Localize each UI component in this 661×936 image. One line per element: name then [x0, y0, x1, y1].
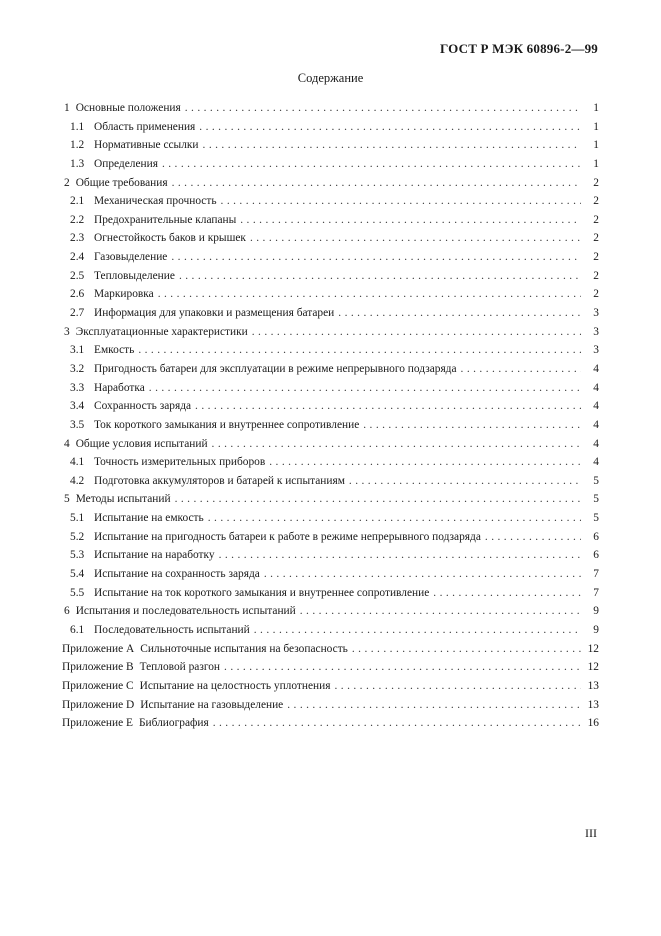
toc-entry-page: 9 — [593, 623, 599, 636]
toc-entry[interactable] — [62, 229, 599, 248]
toc-entry-title: Испытание на газовыделение — [140, 698, 284, 711]
toc-entry-number: Приложение В — [62, 661, 134, 674]
toc-entry-title: Испытание на наработку — [94, 549, 215, 562]
toc-entry[interactable] — [62, 397, 599, 416]
toc-entry-number: 1.3 — [70, 157, 85, 170]
toc-entry-page: 1 — [593, 102, 599, 114]
toc-entry-number: 5.1 — [70, 512, 85, 525]
toc-entry-number: 1 — [64, 102, 70, 114]
toc-entry-title: Подготовка аккумуляторов и батарей к испытаниям — [94, 474, 345, 487]
toc-entry[interactable] — [62, 602, 599, 621]
toc-entry-page: 4 — [593, 400, 599, 413]
toc-entry-title: Маркировка — [94, 288, 154, 301]
toc-entry[interactable] — [62, 696, 599, 715]
toc-dot-leader — [240, 211, 581, 230]
toc-entry-number: 3.1 — [70, 344, 85, 357]
toc-entry-page: 2 — [593, 269, 599, 282]
toc-entry-number: 2.2 — [70, 213, 85, 226]
toc-entry-number: 4 — [64, 437, 70, 450]
page-title: Содержание — [297, 71, 364, 85]
toc-entry[interactable] — [62, 528, 599, 547]
toc-entry-title: Наработка — [94, 381, 145, 394]
toc-entry[interactable] — [62, 99, 599, 118]
toc-entry[interactable] — [62, 621, 599, 640]
toc-entry-title: Предохранительные клапаны — [94, 213, 237, 226]
toc-entry[interactable] — [62, 565, 599, 584]
toc-entry-page: 3 — [593, 307, 599, 320]
toc-entry-title: Испытание на целостность уплотнения — [139, 679, 331, 692]
toc-entry-page: 1 — [593, 157, 599, 170]
toc-entry-title: Испытание на ток короткого замыкания и внутреннее сопротивление — [94, 586, 430, 599]
toc-entry-number: 3.4 — [70, 400, 85, 413]
toc-dot-leader — [349, 472, 581, 491]
toc-entry-title: Испытания и последовательность испытаний — [75, 605, 296, 618]
toc-entry-title: Нормативные ссылки — [94, 139, 199, 152]
toc-entry-page: 2 — [593, 195, 599, 208]
toc-dot-leader — [212, 435, 581, 454]
toc-entry[interactable] — [62, 155, 599, 174]
toc-entry[interactable] — [62, 714, 599, 733]
toc-entry-page: 4 — [593, 362, 599, 375]
toc-entry-number: 3.5 — [70, 418, 85, 431]
toc-dot-leader — [158, 285, 581, 304]
toc-entry-title: Тепловыделение — [94, 269, 175, 282]
toc-entry-title: Определения — [94, 157, 158, 170]
toc-entry-title: Область применения — [94, 120, 196, 133]
toc-entry-page: 5 — [593, 474, 599, 487]
toc-dot-leader — [199, 118, 581, 137]
toc-entry[interactable] — [62, 416, 599, 435]
toc-entry-number: 4.1 — [70, 456, 85, 469]
toc-entry-number: 3 — [64, 325, 70, 338]
toc-dot-leader — [264, 565, 581, 584]
toc-entry-number: 5 — [64, 493, 70, 506]
toc-entry[interactable] — [62, 192, 599, 211]
toc-dot-leader — [221, 192, 581, 211]
toc-entry-page: 4 — [593, 437, 599, 450]
toc-entry-number: 2.3 — [70, 232, 85, 245]
toc-dot-leader — [338, 304, 581, 323]
toc-dot-leader — [171, 248, 581, 267]
toc-entry-number: Приложение Е — [62, 717, 133, 730]
toc-dot-leader — [269, 453, 581, 472]
toc-entry[interactable] — [62, 211, 599, 230]
toc-entry-title: Информация для упаковки и размещения батареи — [94, 307, 335, 320]
toc-entry-page: 6 — [593, 549, 599, 562]
toc-entry-number: 5.2 — [70, 530, 85, 543]
table-of-contents — [62, 99, 599, 733]
toc-dot-leader — [172, 174, 581, 193]
toc-entry-number: 2.5 — [70, 269, 85, 282]
toc-entry-title: Последовательность испытаний — [94, 623, 250, 636]
toc-entry-page: 5 — [593, 493, 599, 506]
toc-entry[interactable] — [62, 341, 599, 360]
toc-entry-page: 9 — [593, 605, 599, 618]
toc-entry-number: 5.3 — [70, 549, 85, 562]
toc-entry-page: 12 — [587, 661, 599, 674]
toc-entry-page: 3 — [593, 325, 599, 338]
toc-entry[interactable] — [62, 360, 599, 379]
toc-entry-number: 3.2 — [70, 362, 85, 375]
toc-entry-page: 2 — [593, 288, 599, 301]
running-header: ГОСТ Р МЭК 60896-2—99 — [439, 41, 598, 56]
toc-dot-leader — [363, 416, 581, 435]
toc-entry-title: Емкость — [94, 344, 135, 357]
toc-entry-page: 1 — [593, 120, 599, 133]
toc-dot-leader — [300, 602, 581, 621]
toc-entry-title: Тепловой разгон — [139, 661, 221, 674]
toc-entry-title: Методы испытаний — [75, 493, 171, 506]
toc-entry-title: Газовыделение — [94, 251, 168, 264]
toc-entry-title: Испытание на пригодность батареи к работе в режиме непрерывного подзаряда — [94, 530, 481, 543]
toc-entry-number: 5.4 — [70, 568, 85, 581]
toc-entry-title: Сохранность заряда — [94, 400, 192, 413]
toc-entry-page: 1 — [593, 139, 599, 152]
toc-dot-leader — [162, 155, 581, 174]
toc-entry-title: Общие требования — [75, 176, 168, 189]
toc-entry-page: 3 — [593, 344, 599, 357]
toc-dot-leader — [185, 99, 581, 118]
toc-entry-page: 2 — [593, 176, 599, 189]
toc-entry-number: Приложение А — [62, 642, 135, 655]
toc-entry-number: 2.4 — [70, 251, 85, 264]
toc-entry-title: Основные положения — [75, 102, 181, 114]
toc-entry-number: Приложение D — [62, 698, 135, 711]
toc-entry-page: 2 — [593, 232, 599, 245]
toc-entry-page: 2 — [593, 251, 599, 264]
toc-entry-number: 2.6 — [70, 288, 85, 301]
toc-dot-leader — [195, 397, 581, 416]
toc-dot-leader — [250, 229, 581, 248]
toc-entry[interactable] — [62, 509, 599, 528]
toc-entry-title: Ток короткого замыкания и внутреннее сопротивление — [94, 418, 360, 431]
toc-entry[interactable] — [62, 174, 599, 193]
toc-entry-page: 16 — [587, 717, 599, 730]
toc-entry[interactable] — [62, 640, 599, 659]
toc-dot-leader — [208, 509, 581, 528]
toc-entry[interactable] — [62, 472, 599, 491]
toc-dot-leader — [138, 341, 581, 360]
toc-entry[interactable] — [62, 677, 599, 696]
toc-entry-number: 2 — [64, 176, 70, 189]
toc-entry-page: 5 — [593, 512, 599, 525]
toc-entry[interactable] — [62, 453, 599, 472]
toc-entry-page: 2 — [593, 213, 599, 226]
toc-entry[interactable] — [62, 379, 599, 398]
toc-entry[interactable] — [62, 490, 599, 509]
toc-dot-leader — [149, 379, 581, 398]
toc-entry-page: 4 — [593, 456, 599, 469]
toc-dot-leader — [175, 490, 581, 509]
toc-entry-title: Библиография — [138, 717, 209, 730]
toc-entry-number: 3.3 — [70, 381, 85, 394]
toc-entry-number: 6 — [64, 605, 70, 618]
toc-entry-page: 12 — [587, 642, 599, 655]
toc-entry-number: 2.1 — [70, 195, 85, 208]
toc-entry[interactable] — [62, 323, 599, 342]
toc-entry-page: 13 — [587, 698, 599, 711]
toc-entry-page: 7 — [593, 568, 599, 581]
toc-entry-title: Огнестойкость баков и крышек — [94, 232, 246, 245]
toc-entry[interactable] — [62, 136, 599, 155]
toc-entry-title: Механическая прочность — [94, 195, 217, 208]
toc-dot-leader — [433, 584, 581, 603]
toc-entry[interactable] — [62, 584, 599, 603]
toc-entry[interactable] — [62, 248, 599, 267]
toc-entry-title: Пригодность батареи для эксплуатации в режиме непрерывного подзаряда — [94, 362, 457, 375]
toc-dot-leader — [224, 658, 581, 677]
toc-entry[interactable] — [62, 546, 599, 565]
toc-entry-number: 4.2 — [70, 474, 85, 487]
toc-entry[interactable] — [62, 435, 599, 454]
toc-dot-leader — [254, 621, 581, 640]
toc-dot-leader — [287, 696, 581, 715]
toc-entry[interactable] — [62, 658, 599, 677]
toc-entry-title: Сильноточные испытания на безопасность — [140, 642, 348, 655]
toc-dot-leader — [485, 528, 581, 547]
toc-entry-title: Испытание на емкость — [94, 512, 204, 525]
toc-entry-page: 6 — [593, 530, 599, 543]
toc-entry-title: Испытание на сохранность заряда — [94, 568, 260, 581]
toc-entry-page: 4 — [593, 381, 599, 394]
toc-dot-leader — [219, 546, 581, 565]
toc-dot-leader — [461, 360, 581, 379]
toc-entry[interactable] — [62, 304, 599, 323]
toc-entry-page: 7 — [593, 586, 599, 599]
toc-entry-page: 4 — [593, 418, 599, 431]
toc-entry[interactable] — [62, 118, 599, 137]
toc-entry-number: 1.1 — [70, 120, 85, 133]
toc-entry[interactable] — [62, 267, 599, 286]
toc-entry-number: 2.7 — [70, 307, 85, 320]
toc-dot-leader — [179, 267, 581, 286]
toc-entry-number: 1.2 — [70, 139, 85, 152]
toc-entry[interactable] — [62, 285, 599, 304]
toc-dot-leader — [334, 677, 581, 696]
toc-entry-page: 13 — [587, 679, 599, 692]
toc-dot-leader — [352, 640, 581, 659]
page-number: III — [585, 826, 597, 840]
toc-entry-title: Общие условия испытаний — [75, 437, 208, 450]
toc-entry-title: Точность измерительных приборов — [94, 456, 266, 469]
toc-dot-leader — [203, 136, 581, 155]
toc-entry-number: 5.5 — [70, 586, 85, 599]
toc-entry-title: Эксплуатационные характеристики — [75, 325, 248, 338]
toc-entry-number: 6.1 — [70, 623, 85, 636]
toc-entry-number: Приложение С — [62, 679, 134, 692]
toc-dot-leader — [252, 323, 581, 342]
toc-dot-leader — [213, 714, 581, 733]
